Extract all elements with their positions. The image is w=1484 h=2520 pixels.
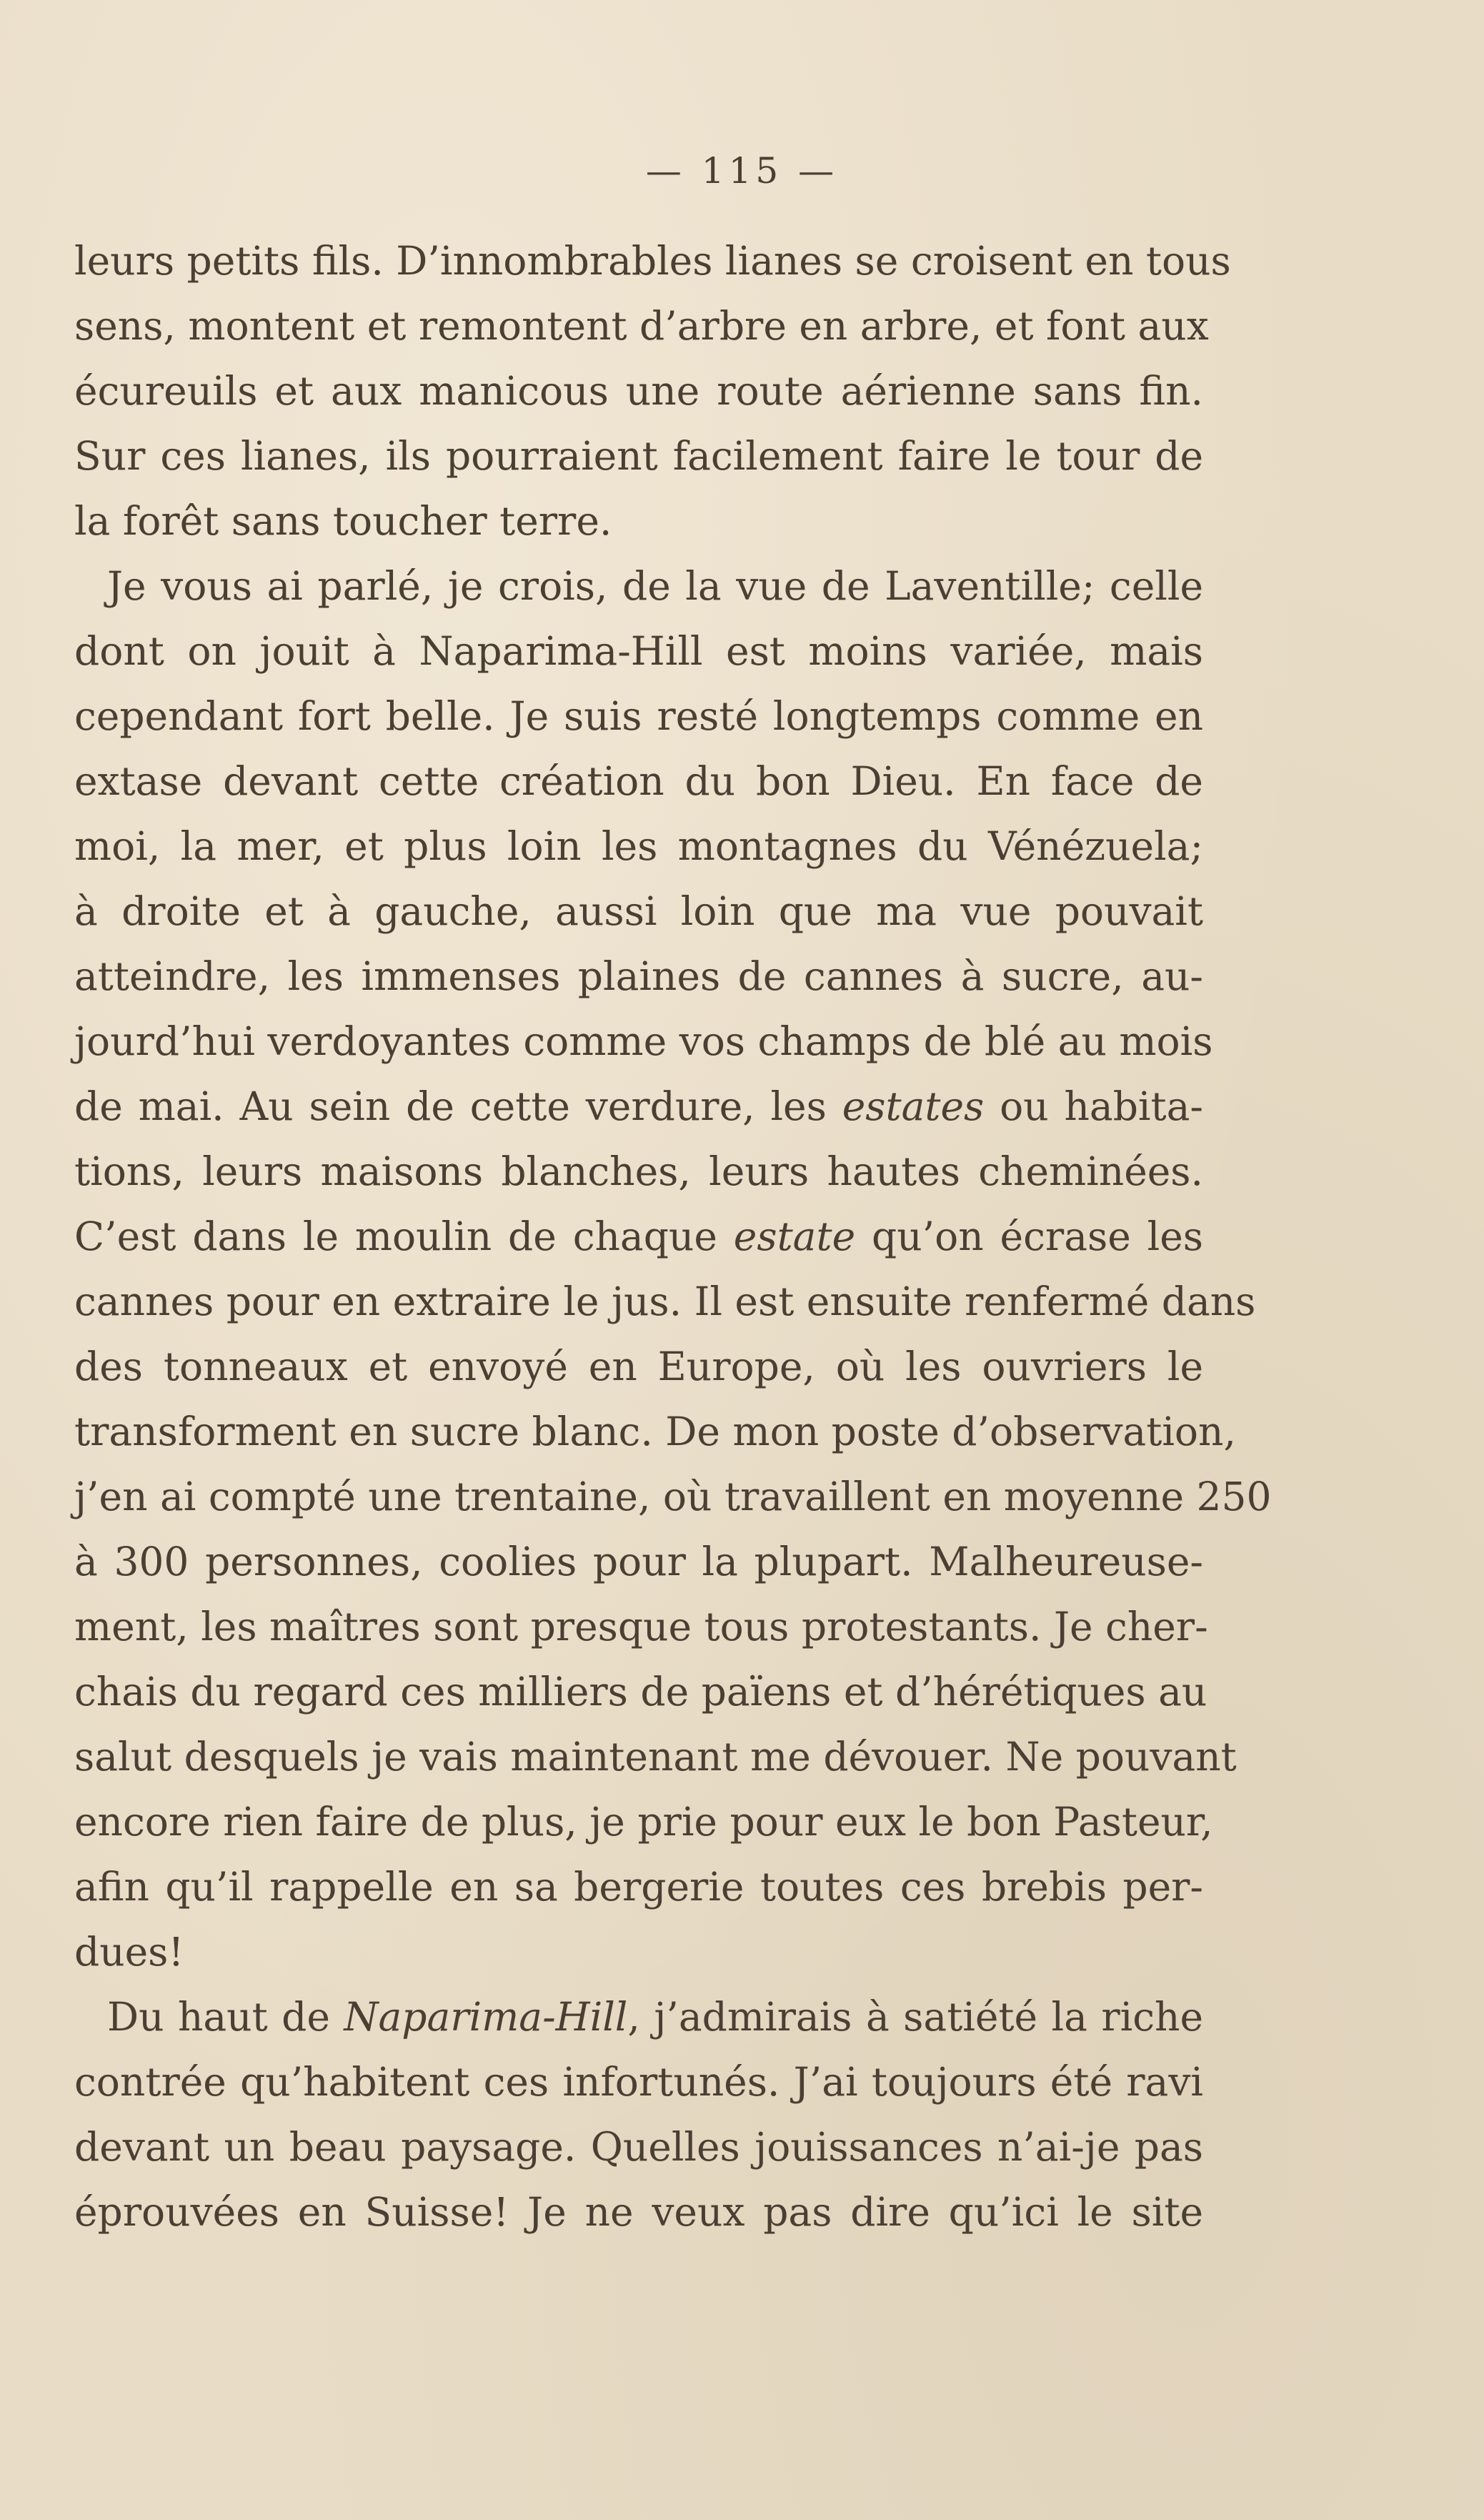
text-line: de mai. Au sein de cette verdure, les estates ou habita- (74, 1083, 1203, 1129)
text-line: écureuils et aux manicous une route aérienne sans fin. (74, 368, 1203, 414)
text-line: jourd’hui verdoyantes comme vos champs de blé au mois (74, 1018, 1213, 1064)
text-line: Je vous ai parlé, je crois, de la vue de Laventille; celle (107, 563, 1203, 609)
text-line: Du haut de Naparima-Hill, j’admirais à satiété la riche (107, 1994, 1203, 2040)
text-line: moi, la mer, et plus loin les montagnes du Vénézuela; (74, 823, 1203, 869)
text-line: salut desquels je vais maintenant me dévouer. Ne pouvant (74, 1734, 1237, 1780)
body-text (74, 229, 1272, 2245)
text-line: tions, leurs maisons blanches, leurs hautes cheminées. (74, 1149, 1203, 1194)
text-line: C’est dans le moulin de chaque estate qu’on écrase les (74, 1214, 1204, 1259)
text-line: à 300 personnes, coolies pour la plupart. Malheureuse- (74, 1539, 1203, 1584)
text-line: chais du regard ces milliers de païens et d’hérétiques au (74, 1669, 1207, 1715)
text-line: devant un beau paysage. Quelles jouissances n’ai-je pas (74, 2124, 1203, 2170)
text-line: cannes pour en extraire le jus. Il est ensuite renfermé dans (74, 1279, 1256, 1324)
text-line: atteindre, les immenses plaines de cannes à sucre, au- (74, 953, 1203, 999)
text-line: j’en ai compté une trentaine, où travaillent en moyenne 250 (74, 1474, 1272, 1519)
text-line: contrée qu’habitent ces infortunés. J’ai toujours été ravi (74, 2059, 1203, 2105)
text-line: dues! (74, 1929, 184, 1975)
text-line: Sur ces lianes, ils pourraient facilement faire le tour de (74, 433, 1203, 479)
text-line: dont on jouit à Naparima-Hill est moins variée, mais (74, 628, 1203, 674)
text-line: transforment en sucre blanc. De mon poste d’observation, (74, 1409, 1236, 1454)
text-line: des tonneaux et envoyé en Europe, où les ouvriers le (74, 1344, 1203, 1389)
text-line: afin qu’il rappelle en sa bergerie toutes ces brebis per- (74, 1864, 1203, 1910)
text-line: extase devant cette création du bon Dieu. En face de (74, 758, 1203, 804)
text-line: sens, montent et remontent d’arbre en arbre, et font aux (74, 303, 1209, 349)
text-line: ment, les maîtres sont presque tous protestants. Je cher- (74, 1604, 1208, 1650)
text-line: cependant fort belle. Je suis resté longtemps comme en (74, 693, 1203, 739)
text-line: la forêt sans toucher terre. (74, 498, 612, 544)
text-line: éprouvées en Suisse! Je ne veux pas dire qu’ici le site (74, 2189, 1203, 2235)
page-number: — 115 — (645, 150, 839, 192)
text-line: leurs petits fils. D’innombrables lianes se croisent en tous (74, 238, 1231, 284)
text-line: encore rien faire de plus, je prie pour eux le bon Pasteur, (74, 1799, 1213, 1845)
text-line: à droite et à gauche, aussi loin que ma vue pouvait (74, 888, 1203, 934)
